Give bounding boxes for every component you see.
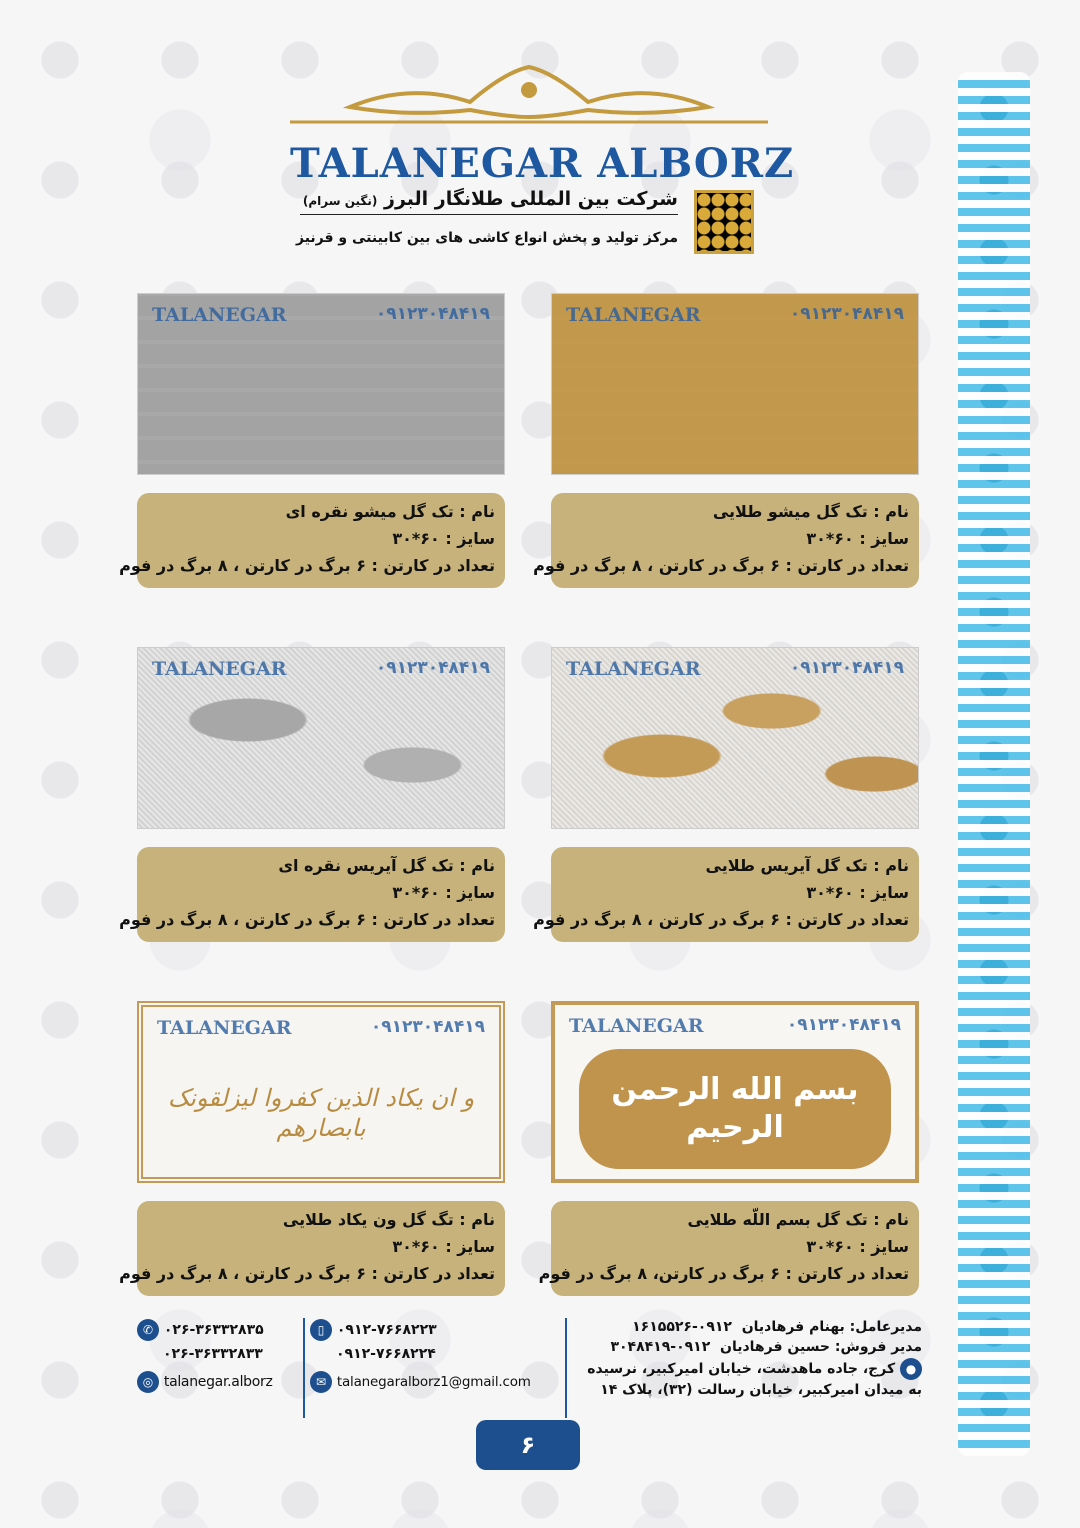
- mobile-1: ۰۹۱۲-۷۶۶۸۲۲۳: [336, 1322, 437, 1338]
- product-quantity: تعداد در کارتن : ۶ برگ در کارتن ، ۸ برگ در فوم: [533, 556, 909, 575]
- footer: [137, 1318, 922, 1418]
- tel-2: ۰۲۶-۳۶۳۳۲۸۳۳: [163, 1346, 263, 1362]
- address-line-2: به میدان امیرکبیر، خیابان رسالت (۳۲)، پلاک ۱۴: [600, 1382, 922, 1398]
- product-caption: [533, 847, 919, 942]
- watermark-brand: TALANEGAR: [566, 658, 701, 680]
- watermark-phone: ۰۹۱۲۳۰۴۸۴۱۹: [375, 658, 490, 678]
- mobile-2: ۰۹۱۲-۷۶۶۸۲۲۴: [336, 1346, 436, 1362]
- watermark-brand: TALANEGAR: [157, 1017, 292, 1039]
- product-image: [551, 647, 919, 829]
- product-quantity: تعداد در کارتن : ۶ برگ در کارتن، ۸ برگ در فوم: [538, 1264, 909, 1283]
- ceo-label: مدیرعامل: بهنام فرهادیان: [741, 1319, 922, 1335]
- product-caption: [538, 1201, 919, 1296]
- product-size: سایز : ۶۰*۳۰: [392, 529, 495, 548]
- product-quantity: تعداد در کارتن : ۶ برگ در کارتن ، ۸ برگ در فوم: [533, 910, 909, 929]
- gold-ornament: [290, 62, 768, 132]
- company-note: (نگین سرام): [302, 194, 378, 208]
- mobile-icon: ▯: [310, 1319, 332, 1341]
- footer-contacts-managers: [565, 1318, 922, 1418]
- product-size: سایز : ۶۰*۳۰: [806, 1237, 909, 1256]
- brand-title: TALANEGAR ALBORZ: [290, 140, 795, 187]
- watermark-phone: ۰۹۱۲۳۰۴۸۴۱۹: [370, 1017, 485, 1037]
- watermark-phone: ۰۹۱۲۳۰۴۸۴۱۹: [789, 304, 904, 324]
- instagram-icon: ◎: [137, 1371, 159, 1393]
- tagline: مرکز تولید و پخش انواع کاشی های بین کابینتی و قرنیز: [295, 230, 678, 246]
- tile-artwork: و ان یکاد الذین کفروا لیزلقونک بابصارهم: [167, 1084, 475, 1142]
- product-name: نام : تک گل میشو طلایی: [712, 502, 909, 521]
- product-name: نام : تک گل آیریس نقره ای: [278, 856, 495, 875]
- product-image: [137, 293, 505, 475]
- product-card: [119, 1001, 505, 1355]
- product-card: [538, 1001, 919, 1355]
- product-caption: [119, 847, 505, 942]
- product-image: [137, 647, 505, 829]
- footer-contacts-mobile: [303, 1318, 559, 1418]
- product-name: نام : تک گل آیریس طلایی: [705, 856, 909, 875]
- product-size: سایز : ۶۰*۳۰: [392, 1237, 495, 1256]
- watermark-brand: TALANEGAR: [566, 304, 701, 326]
- email-link[interactable]: talanegaralborz1@gmail.com: [336, 1374, 531, 1390]
- decorative-border: [958, 72, 1030, 1456]
- product-size: سایز : ۶۰*۳۰: [806, 883, 909, 902]
- product-name: نام : تک گل بسم اللّه طلایی: [687, 1210, 909, 1229]
- product-image: [551, 1001, 919, 1183]
- company-name-text: شرکت بین المللی طلانگار البرز: [384, 188, 678, 210]
- product-caption: [119, 493, 505, 588]
- company-name: [300, 188, 678, 215]
- tile-artwork: بسم الله الرحمن الرحیم: [579, 1049, 891, 1169]
- product-image: [137, 1001, 505, 1183]
- company-logo: [694, 190, 754, 254]
- product-size: سایز : ۶۰*۳۰: [392, 883, 495, 902]
- instagram-link[interactable]: talanegar.alborz: [163, 1374, 273, 1390]
- product-grid: [119, 293, 919, 1355]
- watermark-phone: ۰۹۱۲۳۰۴۸۴۱۹: [786, 1015, 901, 1035]
- product-quantity: تعداد در کارتن : ۶ برگ در کارتن ، ۸ برگ در فوم: [119, 1264, 495, 1283]
- watermark-brand: TALANEGAR: [569, 1015, 704, 1037]
- location-icon: ●: [900, 1358, 922, 1380]
- address-line-1: کرج، جاده ماهدشت، خیابان امیرکبیر، نرسیده: [587, 1361, 896, 1377]
- footer-contacts-phone: [137, 1318, 297, 1418]
- watermark-brand: TALANEGAR: [152, 304, 287, 326]
- tel-1: ۰۲۶-۳۶۳۳۲۸۳۵: [163, 1322, 264, 1338]
- product-name: نام : تگ گل ون یکاد طلایی: [282, 1210, 495, 1229]
- product-card: [533, 293, 919, 647]
- phone-icon: ✆: [137, 1319, 159, 1341]
- product-caption: [533, 493, 919, 588]
- product-quantity: تعداد در کارتن : ۶ برگ در کارتن ، ۸ برگ در فوم: [119, 556, 495, 575]
- product-image: [551, 293, 919, 475]
- sales-label: مدیر فروش: حسین فرهادیان: [720, 1339, 922, 1355]
- product-card: [119, 647, 505, 1001]
- sales-phone: ۰۹۱۲-۳۰۴۸۴۱۹: [610, 1339, 711, 1355]
- ceo-phone: ۰۹۱۲-۱۶۱۵۵۲۶: [632, 1319, 732, 1335]
- page-number: ۶: [476, 1420, 580, 1470]
- email-icon: ✉: [310, 1371, 332, 1393]
- product-card: [533, 647, 919, 1001]
- product-quantity: تعداد در کارتن : ۶ برگ در کارتن ، ۸ برگ در فوم: [119, 910, 495, 929]
- watermark-phone: ۰۹۱۲۳۰۴۸۴۱۹: [375, 304, 490, 324]
- product-caption: [119, 1201, 505, 1296]
- watermark-brand: TALANEGAR: [152, 658, 287, 680]
- product-name: نام : تک گل میشو نقره ای: [285, 502, 495, 521]
- product-size: سایز : ۶۰*۳۰: [806, 529, 909, 548]
- watermark-phone: ۰۹۱۲۳۰۴۸۴۱۹: [789, 658, 904, 678]
- product-card: [119, 293, 505, 647]
